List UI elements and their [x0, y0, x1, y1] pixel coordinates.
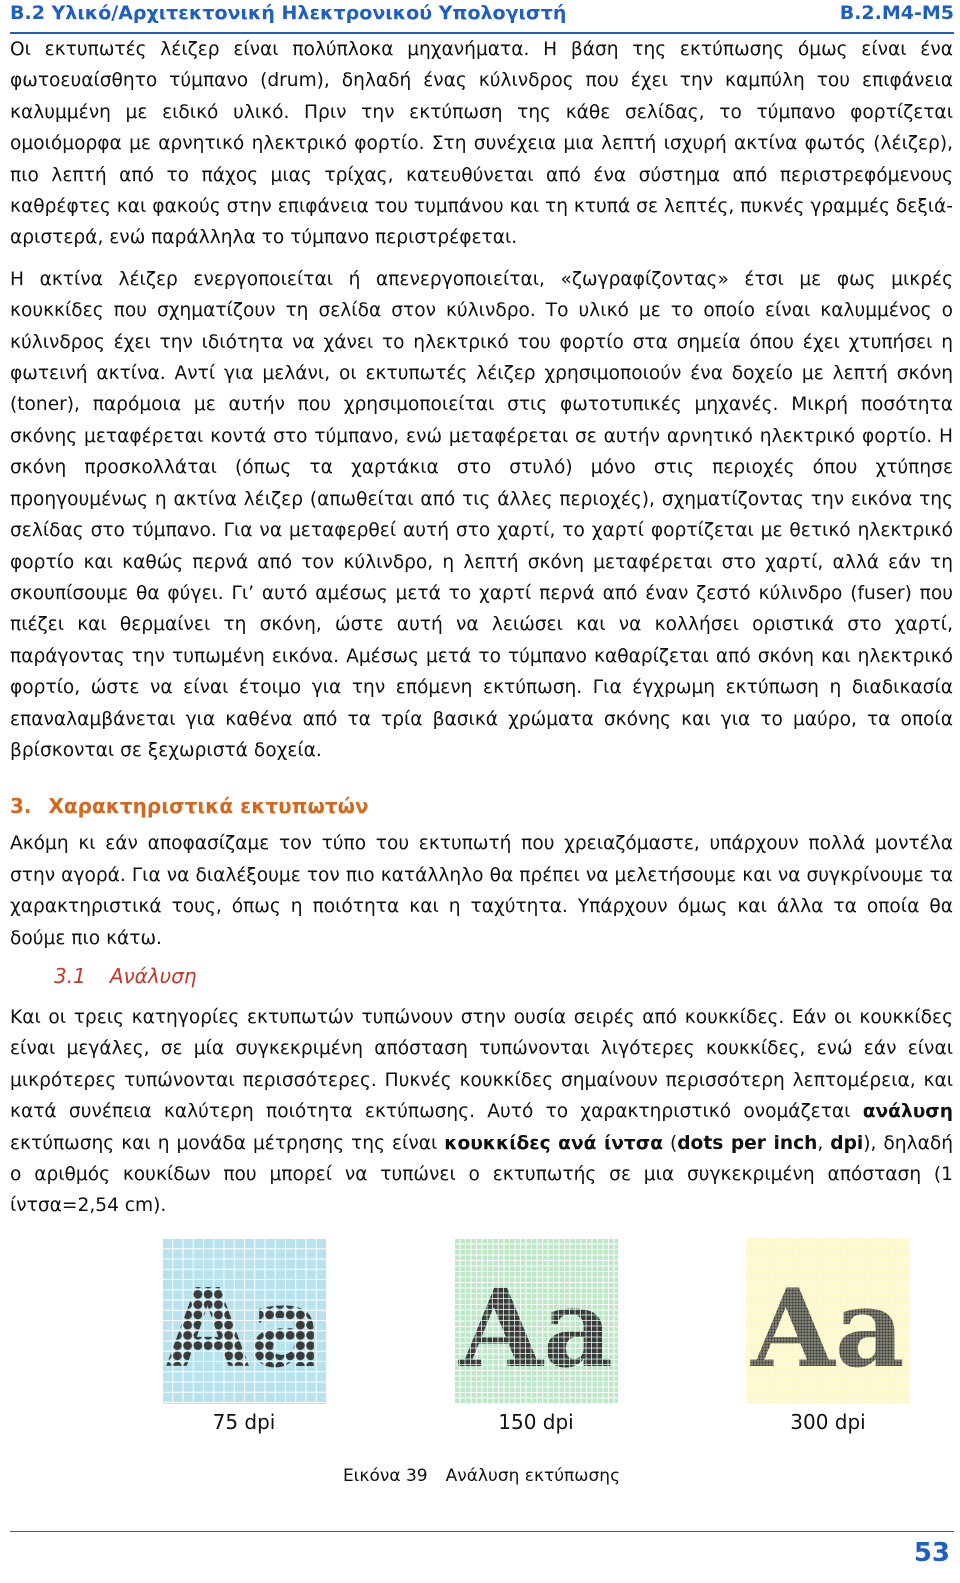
term-dots-per-inch: dots per inch [677, 1132, 818, 1154]
figure-300dpi [746, 1238, 910, 1434]
sample-image-75dpi [162, 1238, 326, 1404]
caption-300dpi: 300 dpi [790, 1409, 866, 1434]
text-run: ( [662, 1132, 678, 1154]
section-title: Χαρακτηριστικά εκτυπωτών [48, 794, 369, 819]
sample-image-300dpi [746, 1238, 910, 1404]
figure-75dpi [162, 1238, 326, 1434]
paragraph-laser-drum: Οι εκτυπωτές λέιζερ είναι πολύπλοκα μηχανήματα. Η βάση της εκτύπωσης όμως είναι ένα φωτοευαίσθητο τύμπανο (drum), δηλαδή ένας κύλινδρος που έχει την καμπύλη του επιφάνεια καλυμμένη με ειδικό υλικό. Πριν την εκτύπωση της κάθε σελίδας, το τύμπανο φορτίζεται ομοιόμορφα με αρνητικό ηλεκτρικό φορτίο. Στη συνέχεια μια λεπτή ισχυρή ακτίνα φωτός (λέιζερ), πιο λεπτή από το πάχος μιας τρίχας, κατευθύνεται από ένα σύστημα από περιστρεφόμενους καθρέφτες και φακούς στην επιφάνεια του τυμπάνου και τη κτυπά σε λεπτές, πυκνές γραμμές δεξιά-αριστερά, ενώ παράλληλα το τύμπανο περιστρέφεται. [10, 39, 953, 249]
figure-caption [10, 1466, 953, 1486]
section-heading [10, 794, 953, 818]
page-footer [10, 1531, 954, 1568]
sample-image-150dpi [454, 1238, 618, 1404]
subsection-number: 3.1 [54, 963, 86, 988]
glyph-graphic-300dpi [746, 1238, 910, 1404]
text-run: , [817, 1132, 831, 1154]
text-run: εκτύπωσης και η μονάδα μέτρησης της είναι [10, 1132, 445, 1154]
figure-resolution-samples [10, 1238, 953, 1448]
subsection-heading [54, 964, 953, 988]
header-code: B.2.M4-M5 [839, 2, 954, 24]
section-number: 3. [10, 794, 32, 819]
glyph-graphic-150dpi [454, 1238, 618, 1404]
paragraph-laser-process: Η ακτίνα λέιζερ ενεργοποιείται ή απενεργοποιείται, «ζωγραφίζοντας» έτσι με φως μικρές κουκκίδες που σχηματίζουν τη σελίδα στον κύλινδρο. Το υλικό με το οποίο είναι καλυμμένος ο κύλινδρος έχει την ιδιότητα να χάνει το ηλεκτρικό του φορτίο στα σημεία όπου έχει χτυπήσει η φωτεινή ακτίνα. Αντί για μελάνι, οι εκτυπωτές λέιζερ χρησιμοποιούν ένα δοχείο με λεπτή σκόνη (toner), παρόμοια με αυτήν που χρησιμοποιείται στις φωτοτυπικές μηχανές. Μικρή ποσότητα σκόνης μεταφέρεται κοντά στο τύμπανο, ενώ μεταφέρεται σε αυτήν αρνητικό ηλεκτρικό φορτίο. Η σκόνη προσκολλάται (όπως τα χαρτάκια στο στυλό) μόνο στις περιοχές όπου χτύπησε προηγουμένως η ακτίνα λέιζερ (απωθείται από τις άλλες περιοχές), σχηματίζοντας την εικόνα της σελίδας στο τύμπανο. Για να μεταφερθεί αυτή στο χαρτί, το χαρτί φορτίζεται με θετικό ηλεκτρικό φορτίο και καθώς περνά από τον κύλινδρο, η λεπτή σκόνη μεταφέρεται στο χαρτί, αλλά εάν τη σκουπίσουμε θα φύγει. Γι’ αυτό αμέσως μετά το χαρτί περνά από έναν ζεστό κύλινδρο (fuser) που πιέζει και θερμαίνει τη σκόνη, ώστε αυτή να λειώσει και να κολλήσει οριστικά στο χαρτί, παράγοντας την τυπωμένη εικόνα. Αμέσως μετά το τύμπανο καθαρίζεται από σκόνη και ηλεκτρικό φορτίο, ώστε να είναι έτοιμο για την επόμενη εκτύπωση. Για έγχρωμη εκτύπωση η διαδικασία επαναλαμβάνεται για καθένα από τα τρία βασικά χρώματα σκόνης και για το μαύρο, τα οποία βρίσκονται σε ξεχωριστά δοχεία. [10, 268, 953, 761]
page-content [10, 34, 953, 1486]
page-number: 53 [913, 1538, 950, 1568]
header-title: B.2 Υλικό/Αρχιτεκτονική Ηλεκτρονικού Υπολογιστή [10, 2, 567, 24]
paragraph-printer-features: Ακόμη κι εάν αποφασίζαμε τον τύπο του εκτυπωτή που χρειαζόμαστε, υπάρχουν πολλά μοντέλα στην αγορά. Για να διαλέξουμε τον πιο κατάλληλο θα πρέπει να μελετήσουμε και να συγκρίνουμε τα χαρακτηριστικά τους, όπως η ποιότητα και η ταχύτητα. Υπάρχουν όμως και άλλα τα οποία θα δούμε πιο κάτω. [10, 833, 953, 949]
glyph-graphic-75dpi [162, 1238, 326, 1404]
figure-150dpi [454, 1238, 618, 1434]
text-run: ), δηλαδή ο αριθμός κουκίδων που μπορεί να τυπώνει ο εκτυπωτής σε μια συγκεκριμένη απόσταση (1 ίντσα=2,54 cm). [10, 1132, 954, 1217]
figure-title: Ανάλυση εκτύπωσης [445, 1465, 621, 1486]
text-run: Και οι τρεις κατηγορίες εκτυπωτών τυπώνουν στην ουσία σειρές από κουκκίδες. Εάν οι κουκκίδες είναι μεγάλες, σε μία συγκεκριμένη απόσταση τυπώνονται λιγότερες κουκκίδες, ενώ εάν είναι μικρότερες τυπώνονται περισσότερες. Πυκνές κουκκίδες σημαίνουν περισσότερη λεπτομέρεια, και κατά συνέπεια καλύτερη ποιότητα εκτύπωσης. Αυτό το χαρακτηριστικό ονομάζεται [10, 1006, 953, 1123]
figure-label: Εικόνα 39 [342, 1465, 428, 1486]
paragraph-resolution [10, 1002, 953, 1222]
term-dots-per-inch-greek: κουκκίδες ανά ίντσα [444, 1132, 663, 1154]
page-header [10, 0, 954, 34]
caption-75dpi: 75 dpi [212, 1409, 276, 1434]
term-resolution: ανάλυση [862, 1101, 953, 1123]
subsection-title: Ανάλυση [109, 963, 197, 988]
term-dpi: dpi [830, 1132, 864, 1154]
caption-150dpi: 150 dpi [498, 1409, 574, 1434]
